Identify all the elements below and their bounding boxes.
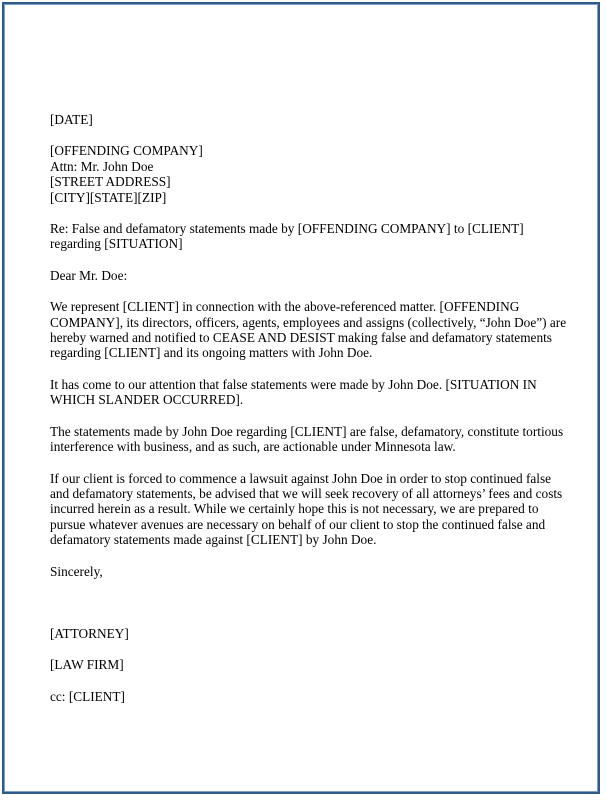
paragraph-line: The statements made by John Doe regarding [CLIENT] are false, defamatory, constitute tortious bbox=[50, 423, 564, 439]
letter-body bbox=[50, 112, 567, 704]
cc-line: cc: [CLIENT] bbox=[50, 688, 125, 704]
spacer bbox=[50, 641, 560, 657]
spacer bbox=[50, 205, 560, 221]
paragraph-line: incurred herein as a result. While we certainly hope this is not necessary, we are prepared to bbox=[50, 501, 539, 517]
paragraph-line: WHICH SLANDER OCCURRED]. bbox=[50, 392, 244, 408]
closing: Sincerely, bbox=[50, 563, 103, 579]
attorney-name: [ATTORNEY] bbox=[50, 625, 129, 641]
paragraph-1 bbox=[50, 299, 567, 361]
paragraph-line: defamatory statements made against [CLIENT] by John Doe. bbox=[50, 532, 377, 548]
paragraph-line: interference with business, and as such, are actionable under Minnesota law. bbox=[50, 439, 456, 455]
subject-line-2: regarding [SITUATION] bbox=[50, 236, 183, 252]
subject-line-1: Re: False and defamatory statements made by [OFFENDING COMPANY] to [CLIENT] bbox=[50, 221, 524, 237]
paragraph-line: We represent [CLIENT] in connection with the above-referenced matter. [OFFENDING bbox=[50, 299, 520, 315]
paragraph-line: hereby warned and notified to CEASE AND DESIST making false and defamatory statements bbox=[50, 330, 552, 346]
paragraph-line: regarding [CLIENT] and its ongoing matters with John Doe. bbox=[50, 345, 373, 361]
paragraph-3 bbox=[50, 423, 564, 455]
signature-space bbox=[50, 579, 560, 626]
recipient-street: [STREET ADDRESS] bbox=[50, 174, 171, 190]
recipient-city-state-zip: [CITY][STATE][ZIP] bbox=[50, 189, 167, 205]
recipient-company: [OFFENDING COMPANY] bbox=[50, 143, 203, 159]
spacer bbox=[50, 283, 560, 299]
law-firm-name: [LAW FIRM] bbox=[50, 657, 124, 673]
spacer bbox=[50, 252, 560, 268]
paragraph-line: If our client is forced to commence a lawsuit against John Doe in order to stop continued false bbox=[50, 470, 552, 486]
salutation: Dear Mr. Doe: bbox=[50, 267, 128, 283]
spacer bbox=[50, 455, 560, 471]
spacer bbox=[50, 361, 560, 377]
spacer bbox=[50, 408, 560, 424]
paragraph-line: and defamatory statements, be advised that we will seek recovery of all attorneys’ fees and costs bbox=[50, 485, 563, 501]
paragraph-2 bbox=[50, 377, 560, 408]
spacer bbox=[50, 673, 560, 689]
letter-date: [DATE] bbox=[50, 112, 93, 127]
paragraph-line: COMPANY], its directors, officers, agents, employees and assigns (collectively, “John Doe”) are bbox=[50, 314, 567, 330]
recipient-address bbox=[50, 143, 560, 205]
paragraph-4 bbox=[50, 470, 563, 548]
subject-line bbox=[50, 221, 560, 252]
paragraph-line: It has come to our attention that false statements were made by John Doe. [SITUATION IN bbox=[50, 376, 537, 392]
recipient-attn: Attn: Mr. John Doe bbox=[50, 158, 154, 174]
paragraph-line: pursue whatever avenues are necessary on behalf of our client to stop the continued false and bbox=[50, 516, 546, 532]
spacer bbox=[50, 127, 560, 143]
spacer bbox=[50, 548, 560, 564]
